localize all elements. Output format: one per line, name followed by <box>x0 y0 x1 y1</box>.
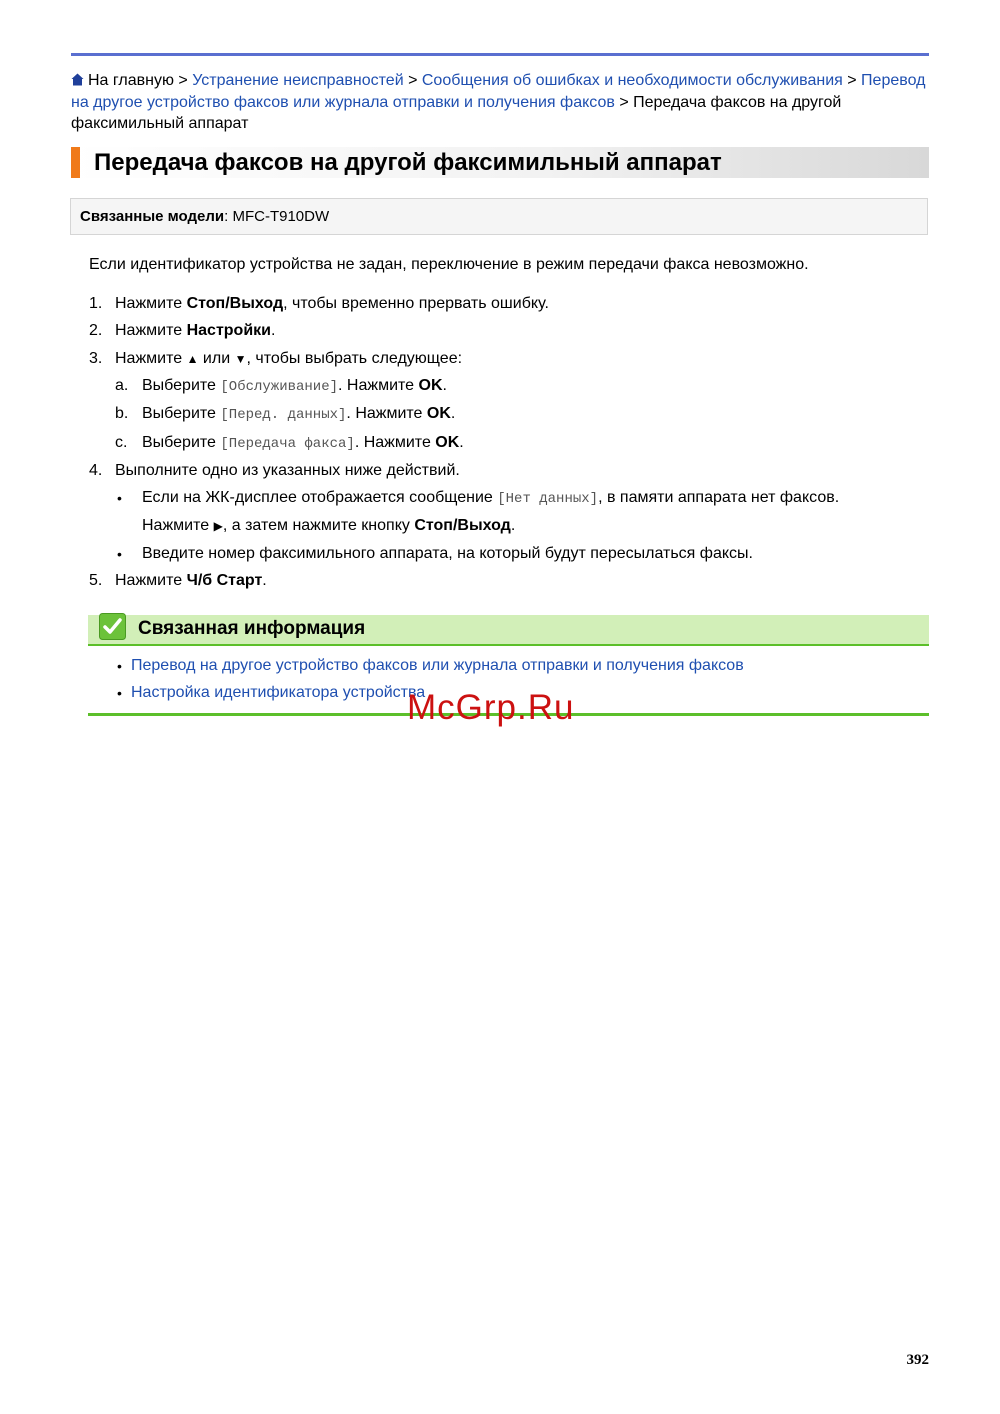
step-text: . <box>459 434 464 451</box>
breadcrumb-current: Передача факсов на другой факсимильный аппарат <box>71 93 842 132</box>
related-info-rule-top <box>88 644 929 646</box>
step-text: . Нажмите <box>354 434 436 451</box>
step-number: 3. <box>89 350 103 367</box>
step-text: или <box>198 350 235 367</box>
step-number: 4. <box>89 462 103 479</box>
substep-letter: b. <box>115 405 129 422</box>
key-settings: Настройки <box>186 322 272 339</box>
menu-option: [Передача факса] <box>220 436 355 452</box>
breadcrumb <box>71 70 929 135</box>
related-info-title: Связанная информация <box>138 618 366 639</box>
step-text: Выберите <box>142 377 221 394</box>
menu-option: [Обслуживание] <box>220 379 339 395</box>
step-text: Если на ЖК-дисплее отображается сообщение <box>142 489 498 506</box>
step-text: , чтобы выбрать следующее: <box>246 350 463 367</box>
arrow-up-icon: ▲ <box>186 352 199 366</box>
checkmark-icon <box>99 613 126 640</box>
step-text: . Нажмите <box>346 405 427 422</box>
step-text: , в памяти аппарата нет факсов. <box>598 489 840 506</box>
breadcrumb-home[interactable]: На главную <box>88 72 174 89</box>
step-text: Нажмите <box>142 517 214 534</box>
breadcrumb-link-error-messages[interactable]: Сообщения об ошибках и необходимости обслуживания <box>421 72 843 89</box>
bullet-icon: • <box>117 658 122 674</box>
lcd-message: [Нет данных] <box>497 491 599 507</box>
arrow-down-icon: ▼ <box>234 352 247 366</box>
breadcrumb-separator: > <box>408 72 418 89</box>
related-models-box <box>70 198 928 235</box>
related-models-value: : MFC-T910DW <box>224 208 330 225</box>
intro-text: Если идентификатор устройства не задан, переключение в режим передачи факса невозможно. <box>89 256 809 273</box>
breadcrumb-separator: > <box>178 72 188 89</box>
breadcrumb-link-troubleshooting[interactable]: Устранение неисправностей <box>192 72 404 89</box>
step-text: Выберите <box>142 405 221 422</box>
step-text: . <box>262 572 267 589</box>
step-text: . <box>450 405 456 422</box>
key-ok: OK <box>426 405 451 422</box>
step-3b <box>142 404 455 425</box>
title-accent <box>71 147 80 178</box>
step-text: Выберите <box>142 434 221 451</box>
step-text: . <box>442 377 447 394</box>
key-mono-start: Ч/б Старт <box>186 572 263 589</box>
watermark: McGrp.Ru <box>407 688 575 727</box>
header-rule <box>71 53 929 56</box>
step-3 <box>115 349 462 369</box>
key-ok: OK <box>418 377 443 394</box>
step-3a <box>142 376 447 397</box>
key-ok: OK <box>435 434 460 451</box>
step-text: Нажмите <box>115 572 187 589</box>
breadcrumb-link-transfer[interactable]: Перевод на другое устройство факсов или журнала отправки и получения факсов <box>71 72 926 111</box>
breadcrumb-separator: > <box>619 93 629 111</box>
related-link-station-id[interactable]: Настройка идентификатора устройства <box>131 684 426 701</box>
home-icon[interactable] <box>71 73 84 86</box>
arrow-right-icon: ▶ <box>213 519 223 533</box>
substep-letter: c. <box>115 434 128 451</box>
step-4: Выполните одно из указанных ниже действий. <box>115 462 460 479</box>
title-bar <box>71 147 929 178</box>
page-number: 392 <box>906 1352 929 1368</box>
menu-option: [Перед. данных] <box>220 407 347 423</box>
step-2 <box>115 321 275 341</box>
step-text: Нажмите <box>115 295 187 312</box>
step-text: Нажмите <box>115 322 187 339</box>
step-number: 1. <box>89 295 103 312</box>
key-stop-exit: Стоп/Выход <box>186 295 284 312</box>
bullet-icon: • <box>117 685 122 701</box>
step-number: 2. <box>89 322 103 339</box>
step-4-option-2: Введите номер факсимильного аппарата, на который будут пересылаться факсы. <box>142 545 753 562</box>
step-4-option-1 <box>142 488 839 509</box>
step-text: . Нажмите <box>338 377 419 394</box>
step-1 <box>115 294 549 314</box>
substep-letter: a. <box>115 377 129 394</box>
related-models-label: Связанные модели <box>80 208 225 225</box>
step-text: . <box>510 517 516 534</box>
bullet-icon: • <box>117 490 122 506</box>
page-title: Передача факсов на другой факсимильный аппарат <box>94 149 722 176</box>
breadcrumb-separator: > <box>847 72 857 89</box>
related-link-transfer[interactable]: Перевод на другое устройство факсов или журнала отправки и получения факсов <box>131 657 744 674</box>
step-text: . <box>271 322 276 339</box>
step-5 <box>115 571 267 591</box>
step-text: Нажмите <box>115 350 187 367</box>
step-text: , а затем нажмите кнопку <box>222 517 415 534</box>
step-4-option-1-cont <box>142 516 515 536</box>
step-text: , чтобы временно прервать ошибку. <box>283 295 549 312</box>
key-stop-exit: Стоп/Выход <box>414 517 511 534</box>
step-number: 5. <box>89 572 103 589</box>
bullet-icon: • <box>117 546 122 562</box>
step-3c <box>142 433 464 454</box>
